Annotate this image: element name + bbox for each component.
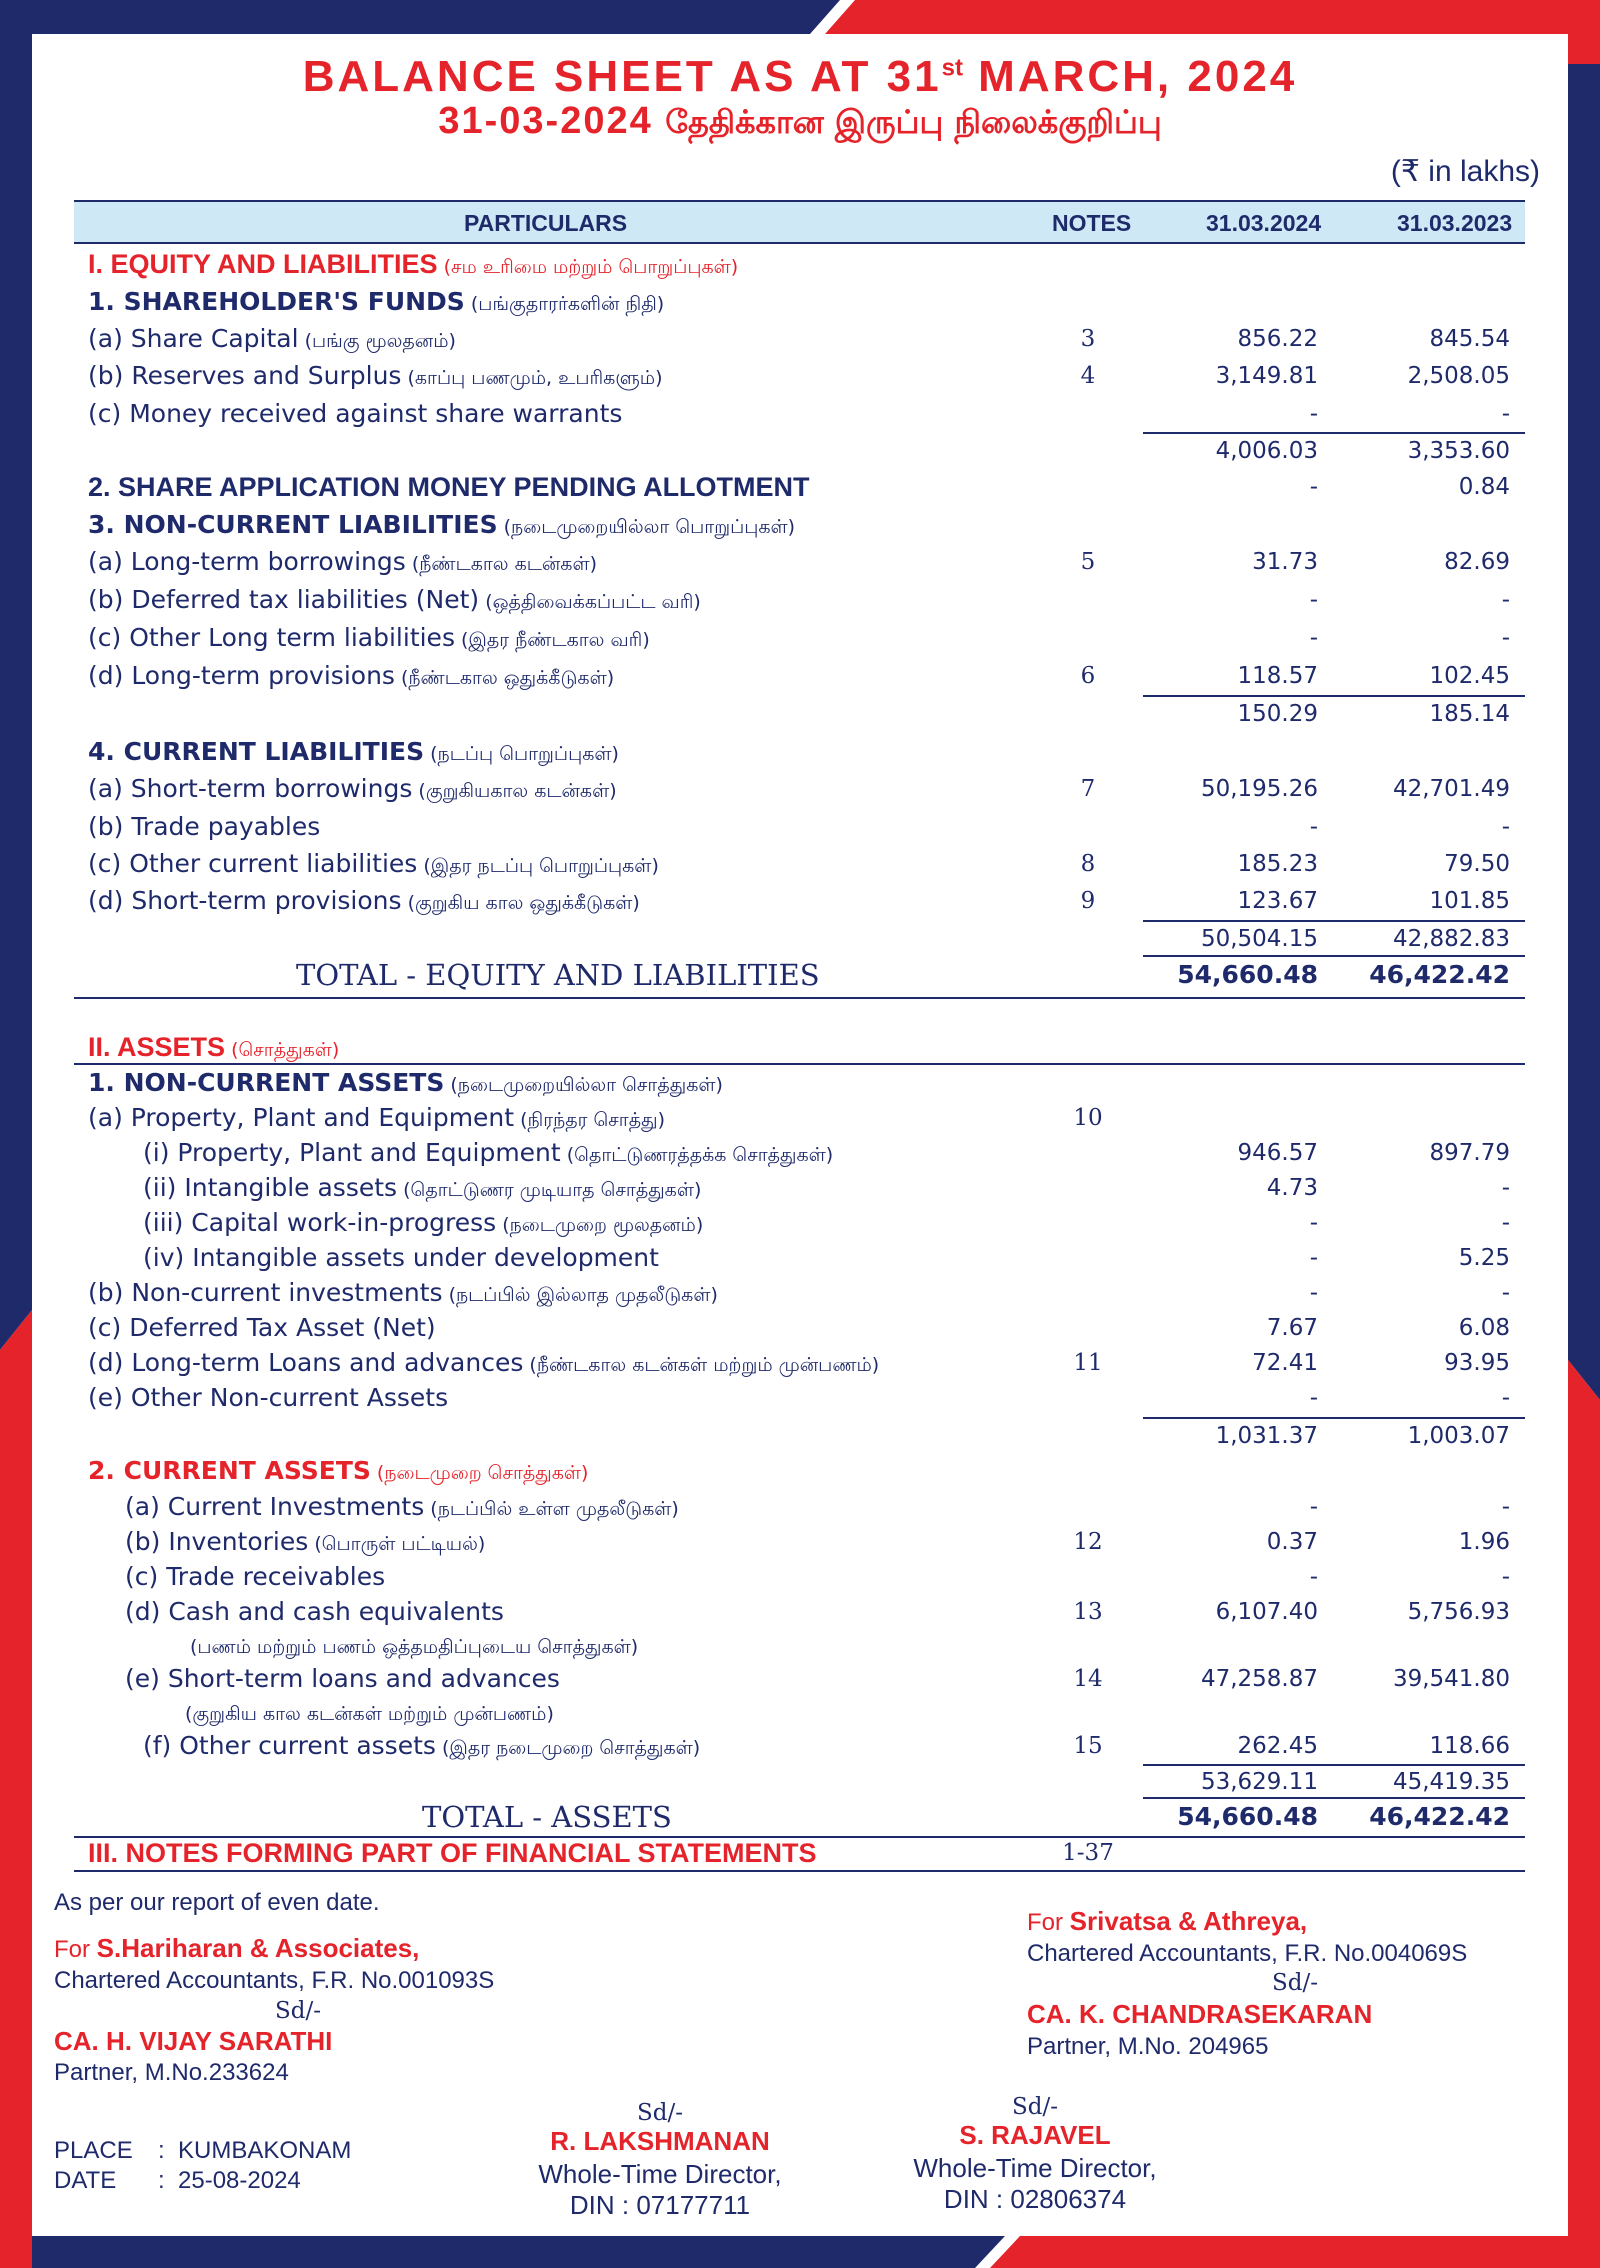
subsection-shareholders-funds: 1. SHAREHOLDER'S FUNDS (பங்குதாரர்களின் நிதி) [88, 287, 665, 316]
director2-din: DIN : 02806374 [943, 2184, 1127, 2214]
subtotal-row: 1,031.37 1,003.07 [1215, 1423, 1510, 1449]
total-assets-row: TOTAL - ASSETS 54,660.48 46,422.42 [422, 1800, 1510, 1834]
table-row: (i) Property, Plant and Equipment (தொட்டுணரத்தக்க சொத்துகள்) 946.57 897.79 [143, 1138, 1510, 1167]
table-row: (d) Long-term provisions (நீண்டகால ஒதுக்கீடுகள்) 6 118.57 102.45 [88, 661, 1510, 690]
subtotal-row: 150.29 185.14 [1237, 701, 1510, 727]
subsection-current-assets: 2. CURRENT ASSETS (நடைமுறை சொத்துகள்) [88, 1456, 589, 1485]
date-label: DATE [54, 2167, 117, 2194]
subsection-non-current-liabilities: 3. NON-CURRENT LIABILITIES (நடைமுறையில்லா பொறுப்புகள்) [88, 510, 796, 539]
left-auditor-firm: For S.Hariharan & Associates, [54, 1933, 420, 1963]
director2-name: S. RAJAVEL [959, 2120, 1111, 2150]
right-auditor-ca: Chartered Accountants, F.R. No.004069S [1027, 1940, 1468, 1967]
section-divider [74, 997, 1525, 999]
table-row: (a) Property, Plant and Equipment (நிரந்தர சொத்து) 10 [88, 1103, 1103, 1132]
table-row: (c) Other Long term liabilities (இதர நீண்டகால வரி) - - [88, 623, 1510, 652]
director1-name: R. LAKSHMANAN [550, 2126, 770, 2156]
header-notes: NOTES [1052, 210, 1132, 236]
table-row: (c) Money received against share warrants - - [88, 399, 1510, 428]
table-row: (ii) Intangible assets (தொட்டுணர முடியாத சொத்துகள்) 4.73 - [143, 1173, 1510, 1202]
total-divider [1143, 1797, 1525, 1799]
table-row: (c) Other current liabilities (இதர நடப்பு பொறுப்புகள்) 8 185.23 79.50 [88, 849, 1510, 878]
table-row: (b) Deferred tax liabilities (Net) (ஒத்திவைக்கப்பட்ட வரி) - - [88, 585, 1510, 614]
table-row: (d) Cash and cash equivalents 13 6,107.40 5,756.93 [125, 1597, 1510, 1626]
director1-din: DIN : 07177711 [569, 2190, 751, 2220]
table-row: (a) Long-term borrowings (நீண்டகால கடன்கள்) 5 31.73 82.69 [88, 547, 1510, 576]
table-row: 2. SHARE APPLICATION MONEY PENDING ALLOTMENT - 0.84 [88, 472, 1510, 502]
subtotal-row: 50,504.15 42,882.83 [1200, 926, 1510, 952]
right-auditor-firm: For Srivatsa & Athreya, [1027, 1906, 1308, 1936]
director2-sd: Sd/- [1012, 2094, 1058, 2120]
table-row: (b) Inventories (பொருள் பட்டியல்) 12 0.37 1.96 [125, 1527, 1510, 1556]
left-auditor-partner: Partner, M.No.233624 [54, 2059, 289, 2086]
table-row: (f) Other current assets (இதர நடைமுறை சொத்துகள்) 15 262.45 118.66 [143, 1731, 1510, 1760]
table-row: (iv) Intangible assets under development - 5.25 [143, 1243, 1510, 1272]
table-row: (c) Deferred Tax Asset (Net) 7.67 6.08 [88, 1313, 1510, 1342]
right-auditor-partner: Partner, M.No. 204965 [1027, 2033, 1269, 2060]
total-equity-liabilities-row: TOTAL - EQUITY AND LIABILITIES 54,660.48 46,422.42 [296, 958, 1510, 992]
report-note: As per our report of even date. [54, 1889, 380, 1916]
document-subtitle: 31-03-2024 தேதிக்கான இருப்பு நிலைக்குறிப்பு [438, 100, 1162, 142]
total-divider [1143, 955, 1525, 957]
director2-title: Whole-Time Director, [913, 2153, 1157, 2183]
subtotal-row: 4,006.03 3,353.60 [1215, 438, 1510, 464]
table-row: (iii) Capital work-in-progress (நடைமுறை மூலதனம்) - - [143, 1208, 1510, 1237]
section-assets: II. ASSETS (சொத்துகள்) [88, 1032, 340, 1062]
header-particulars: PARTICULARS [464, 210, 628, 236]
table-row: (b) Reserves and Surplus (காப்பு பணமும், உபரிகளும்) 4 3,149.81 2,508.05 [88, 361, 1510, 390]
director1-sd: Sd/- [637, 2100, 683, 2126]
table-row: (a) Short-term borrowings (குறுகியகால கடன்கள்) 7 50,195.26 42,701.49 [88, 774, 1510, 803]
table-row: (d) Short-term provisions (குறுகிய கால ஒதுக்கீடுகள்) 9 123.67 101.85 [88, 886, 1510, 915]
place-separator: : [158, 2137, 165, 2164]
header-col-2024: 31.03.2024 [1206, 210, 1322, 236]
left-auditor-name: CA. H. VIJAY SARATHI [54, 2026, 333, 2056]
right-auditor-sd: Sd/- [1272, 1970, 1318, 1996]
left-auditor-ca: Chartered Accountants, F.R. No.001093S [54, 1967, 495, 1994]
date-separator: : [158, 2167, 165, 2194]
subsection-non-current-assets: 1. NON-CURRENT ASSETS (நடைமுறையில்லா சொத்துகள்) [88, 1068, 723, 1097]
place-label: PLACE [54, 2137, 133, 2164]
section-divider [74, 1870, 1525, 1872]
notes-row: III. NOTES FORMING PART OF FINANCIAL STATEMENTS 1-37 [88, 1838, 1114, 1868]
table-row-tamil: (குறுகிய கால கடன்கள் மற்றும் முன்பணம்) [185, 1703, 554, 1725]
subsection-current-liabilities: 4. CURRENT LIABILITIES (நடப்பு பொறுப்புகள்) [88, 737, 619, 766]
table-row-tamil: (பணம் மற்றும் பணம் ஒத்தமதிப்புடைய சொத்துகள்) [190, 1636, 639, 1658]
left-auditor-sd: Sd/- [275, 1998, 321, 2024]
date-value: 25-08-2024 [178, 2167, 301, 2194]
table-row: (e) Other Non-current Assets - - [88, 1383, 1510, 1412]
table-row: (b) Non-current investments (நடப்பில் இல்லாத முதலீடுகள்) - - [88, 1278, 1510, 1307]
director1-title: Whole-Time Director, [538, 2159, 782, 2189]
table-row: (a) Share Capital (பங்கு மூலதனம்) 3 856.22 845.54 [88, 324, 1510, 353]
table-row: (d) Long-term Loans and advances (நீண்டகால கடன்கள் மற்றும் முன்பணம்) 11 72.41 93.95 [88, 1348, 1510, 1377]
section-equity-liabilities: I. EQUITY AND LIABILITIES (சம உரிமை மற்றும் பொறுப்புகள்) [88, 249, 739, 279]
table-header [74, 200, 1525, 244]
place-value: KUMBAKONAM [178, 2137, 352, 2164]
table-row: (c) Trade receivables - - [125, 1562, 1510, 1591]
table-row: (a) Current Investments (நடப்பில் உள்ள முதலீடுகள்) - - [125, 1492, 1510, 1521]
table-row: (b) Trade payables - - [88, 812, 1510, 841]
right-auditor-name: CA. K. CHANDRASEKARAN [1027, 1999, 1373, 2029]
section-divider [74, 1063, 1525, 1065]
table-row: (e) Short-term loans and advances 14 47,258.87 39,541.80 [125, 1664, 1510, 1693]
currency-unit: (₹ in lakhs) [1390, 155, 1540, 188]
header-col-2023: 31.03.2023 [1397, 210, 1513, 236]
subtotal-row: 53,629.11 45,419.35 [1200, 1769, 1510, 1795]
document-title: BALANCE SHEET AS AT 31st MARCH, 2024 [302, 52, 1298, 101]
